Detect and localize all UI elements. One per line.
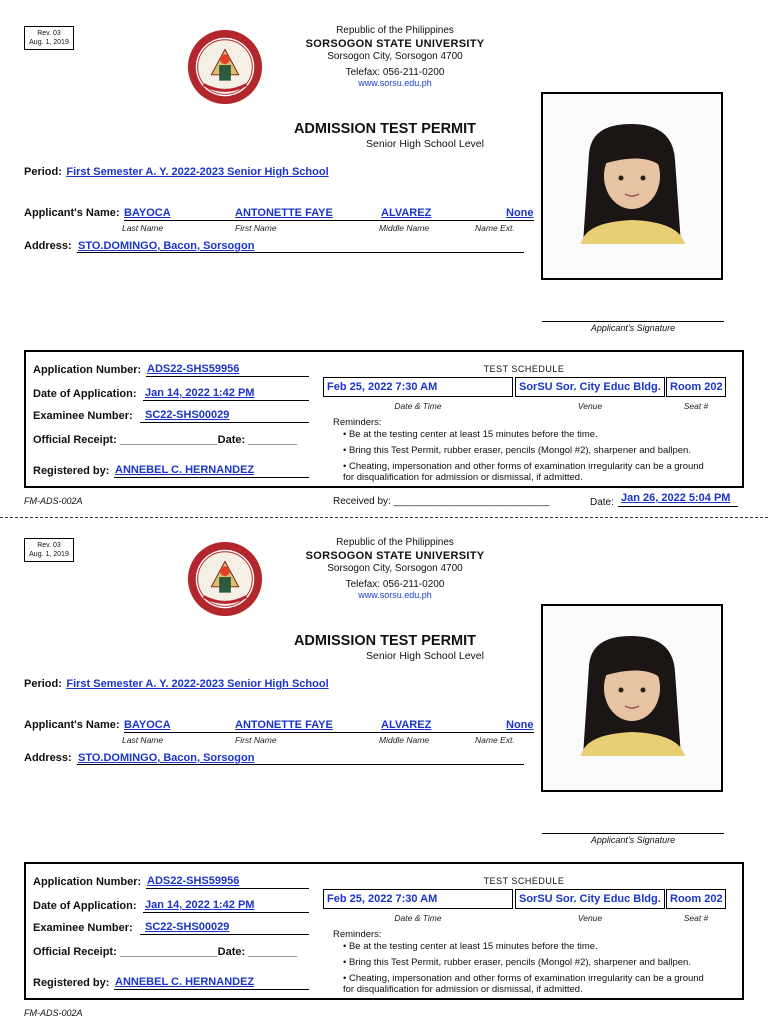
application-number-label: Application Number: [33,876,142,888]
schedule-venue-cell: SorSU Sor. City Educ Bldg. [515,377,665,397]
revision-box [24,26,74,50]
test-schedule-label: TEST SCHEDULE [483,364,565,374]
header-university: SORSOGON STATE UNIVERSITY [305,550,485,562]
applicant-photo [541,604,723,792]
applicant-name-label: Applicant's Name: [24,207,120,219]
reminder-3: • Cheating, impersonation and other forms of examination irregularity can be a ground for disqualification for admission or dismissal, if admitted. [343,461,704,483]
reminder-1: • Be at the testing center at least 15 minutes before the time. [343,941,598,952]
university-seal-icon [186,28,264,106]
signature-caption: Applicant's Signature [590,323,676,333]
address-label: Address: [24,240,72,252]
header-city: Sorsogon City, Sorsogon 4700 [327,563,463,574]
date-of-application-value: Jan 14, 2022 1:42 PM [145,387,255,399]
form-code: FM-ADS-002A [24,496,83,506]
period-value: First Semester A. Y. 2022-2023 Senior High School [66,678,329,690]
period-label: Period: [24,678,62,690]
permit-subtitle: Senior High School Level [366,138,484,150]
reminder-2: • Bring this Test Permit, rubber eraser, pencils (Mongol #2), sharpener and ballpen. [343,957,691,968]
schedule-datetime-cell: Feb 25, 2022 7:30 AM [323,377,513,397]
first-name-value: ANTONETTE FAYE [235,207,333,219]
revision-date: Aug. 1, 2019 [29,551,69,558]
signature-line [542,832,724,834]
header-telefax: Telefax: 056-211-0200 [345,579,445,590]
header-university: SORSOGON STATE UNIVERSITY [305,38,485,50]
date-label: Date: [590,497,614,508]
examinee-number-label: Examinee Number: [33,922,133,934]
cut-line [0,517,768,518]
venue-caption: Venue [577,401,603,411]
header-website-link[interactable]: www.sorsu.edu.ph [358,78,432,88]
seat-caption: Seat # [683,401,709,411]
applicant-photo [541,92,723,280]
schedule-seat-cell: Room 202 [666,889,726,909]
last-name-value: BAYOCA [124,207,171,219]
reminder-3: • Cheating, impersonation and other forms of examination irregularity can be a ground for disqualification for admission or dismissal, if admitted. [343,973,704,995]
middle-name-value: ALVAREZ [381,207,432,219]
permit-subtitle: Senior High School Level [366,650,484,662]
applicant-portrait-icon [543,94,721,278]
revision-box [24,538,74,562]
official-receipt-label: Official Receipt: ________________Date: ________ [33,434,298,446]
address-value: STO.DOMINGO, Bacon, Sorsogon [78,240,255,252]
examinee-number-value: SC22-SHS00029 [145,921,230,933]
middle-name-caption: Middle Name [379,223,430,233]
header-website-link[interactable]: www.sorsu.edu.ph [358,590,432,600]
name-ext-caption: Name Ext. [475,735,515,745]
reminders-label: Reminders: [333,417,382,428]
examinee-number-label: Examinee Number: [33,410,133,422]
application-number-value: ADS22-SHS59956 [147,363,240,375]
reminders-label: Reminders: [333,929,382,940]
header-city: Sorsogon City, Sorsogon 4700 [327,51,463,62]
official-receipt-label: Official Receipt: ________________Date: ________ [33,946,298,958]
revision-number: Rev. 03 [37,542,61,549]
schedule-seat-cell: Room 202 [666,377,726,397]
period-row [24,674,329,692]
schedule-datetime-cell: Feb 25, 2022 7:30 AM [323,889,513,909]
date-of-application-label: Date of Application: [33,388,137,400]
date-of-application-label: Date of Application: [33,900,137,912]
last-name-value: BAYOCA [124,719,171,731]
first-name-value: ANTONETTE FAYE [235,719,333,731]
venue-caption: Venue [577,913,603,923]
period-value: First Semester A. Y. 2022-2023 Senior High School [66,166,329,178]
permit-title: ADMISSION TEST PERMIT [293,121,477,137]
reminder-2: • Bring this Test Permit, rubber eraser, pencils (Mongol #2), sharpener and ballpen. [343,445,691,456]
application-number-label: Application Number: [33,364,142,376]
registered-by-value: ANNEBEL C. HERNANDEZ [115,464,255,476]
permit-title: ADMISSION TEST PERMIT [293,633,477,649]
last-name-caption: Last Name [122,735,164,745]
address-label: Address: [24,752,72,764]
registered-by-value: ANNEBEL C. HERNANDEZ [115,976,255,988]
last-name-caption: Last Name [122,223,164,233]
datetime-caption: Date & Time [394,913,442,923]
registered-by-label: Registered by: [33,465,110,477]
name-ext-value: None [506,719,534,731]
middle-name-value: ALVAREZ [381,719,432,731]
applicant-name-label: Applicant's Name: [24,719,120,731]
examinee-number-value: SC22-SHS00029 [145,409,230,421]
date-of-application-value: Jan 14, 2022 1:42 PM [145,899,255,911]
revision-number: Rev. 03 [37,30,61,37]
seat-caption: Seat # [683,913,709,923]
name-ext-value: None [506,207,534,219]
admission-test-permit [0,512,768,1024]
name-ext-caption: Name Ext. [475,223,515,233]
schedule-venue-cell: SorSU Sor. City Educ Bldg. [515,889,665,909]
application-number-value: ADS22-SHS59956 [147,875,240,887]
signature-line [542,320,724,322]
reminder-1: • Be at the testing center at least 15 minutes before the time. [343,429,598,440]
header-telefax: Telefax: 056-211-0200 [345,67,445,78]
form-code: FM-ADS-002A [24,1008,83,1018]
date-value: Jan 26, 2022 5:04 PM [621,492,731,504]
revision-date: Aug. 1, 2019 [29,39,69,46]
received-by-label: Received by: ____________________________ [333,496,550,507]
header-republic: Republic of the Philippines [336,537,454,548]
signature-caption: Applicant's Signature [590,835,676,845]
test-schedule-label: TEST SCHEDULE [483,876,565,886]
first-name-caption: First Name [235,735,277,745]
period-label: Period: [24,166,62,178]
datetime-caption: Date & Time [394,401,442,411]
address-value: STO.DOMINGO, Bacon, Sorsogon [78,752,255,764]
period-row [24,162,329,180]
header-republic: Republic of the Philippines [336,25,454,36]
registered-by-label: Registered by: [33,977,110,989]
applicant-portrait-icon [543,606,721,790]
middle-name-caption: Middle Name [379,735,430,745]
first-name-caption: First Name [235,223,277,233]
university-seal-icon [186,540,264,618]
